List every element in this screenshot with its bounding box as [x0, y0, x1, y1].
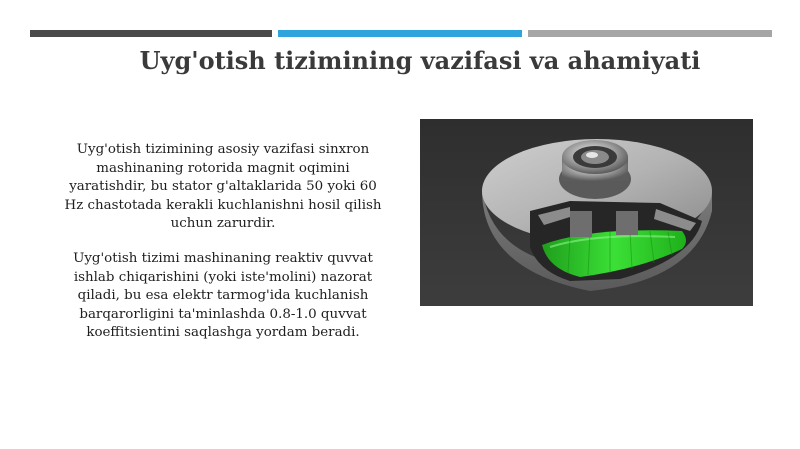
- rotor-pole-piece: [570, 211, 592, 237]
- rotor-illustration: [420, 119, 753, 306]
- decor-bar-middle: [278, 30, 522, 37]
- decor-bar-right: [528, 30, 772, 37]
- slide-title: Uyg'otish tizimining vazifasi va ahamiyati: [139, 46, 701, 75]
- paragraph-excitation-purpose: Uyg'otish tizimining asosiy vazifasi sinxron mashinaning rotorida magnit oqimini yaratishdir, bu stator g'altaklarida 50 yoki 60 Hz chastotada kerakli kuchlanishni hosil qilish uchun zarurdir.: [64, 142, 382, 232]
- shaft-highlight: [586, 152, 598, 158]
- rotor-pole-piece: [616, 211, 638, 235]
- generator-rotor-cutaway-image: [420, 119, 753, 306]
- decor-bar-left: [30, 30, 272, 37]
- paragraph-reactive-power: Uyg'otish tizimi mashinaning reaktiv quvvat ishlab chiqarishini (yoki iste'molini) nazorat qiladi, bu esa elektr tarmog'ida kuchlanish barqarorligini ta'minlashda 0.8-1.0 quvvat koeffitsientini saqlashga yordam beradi.: [73, 251, 373, 341]
